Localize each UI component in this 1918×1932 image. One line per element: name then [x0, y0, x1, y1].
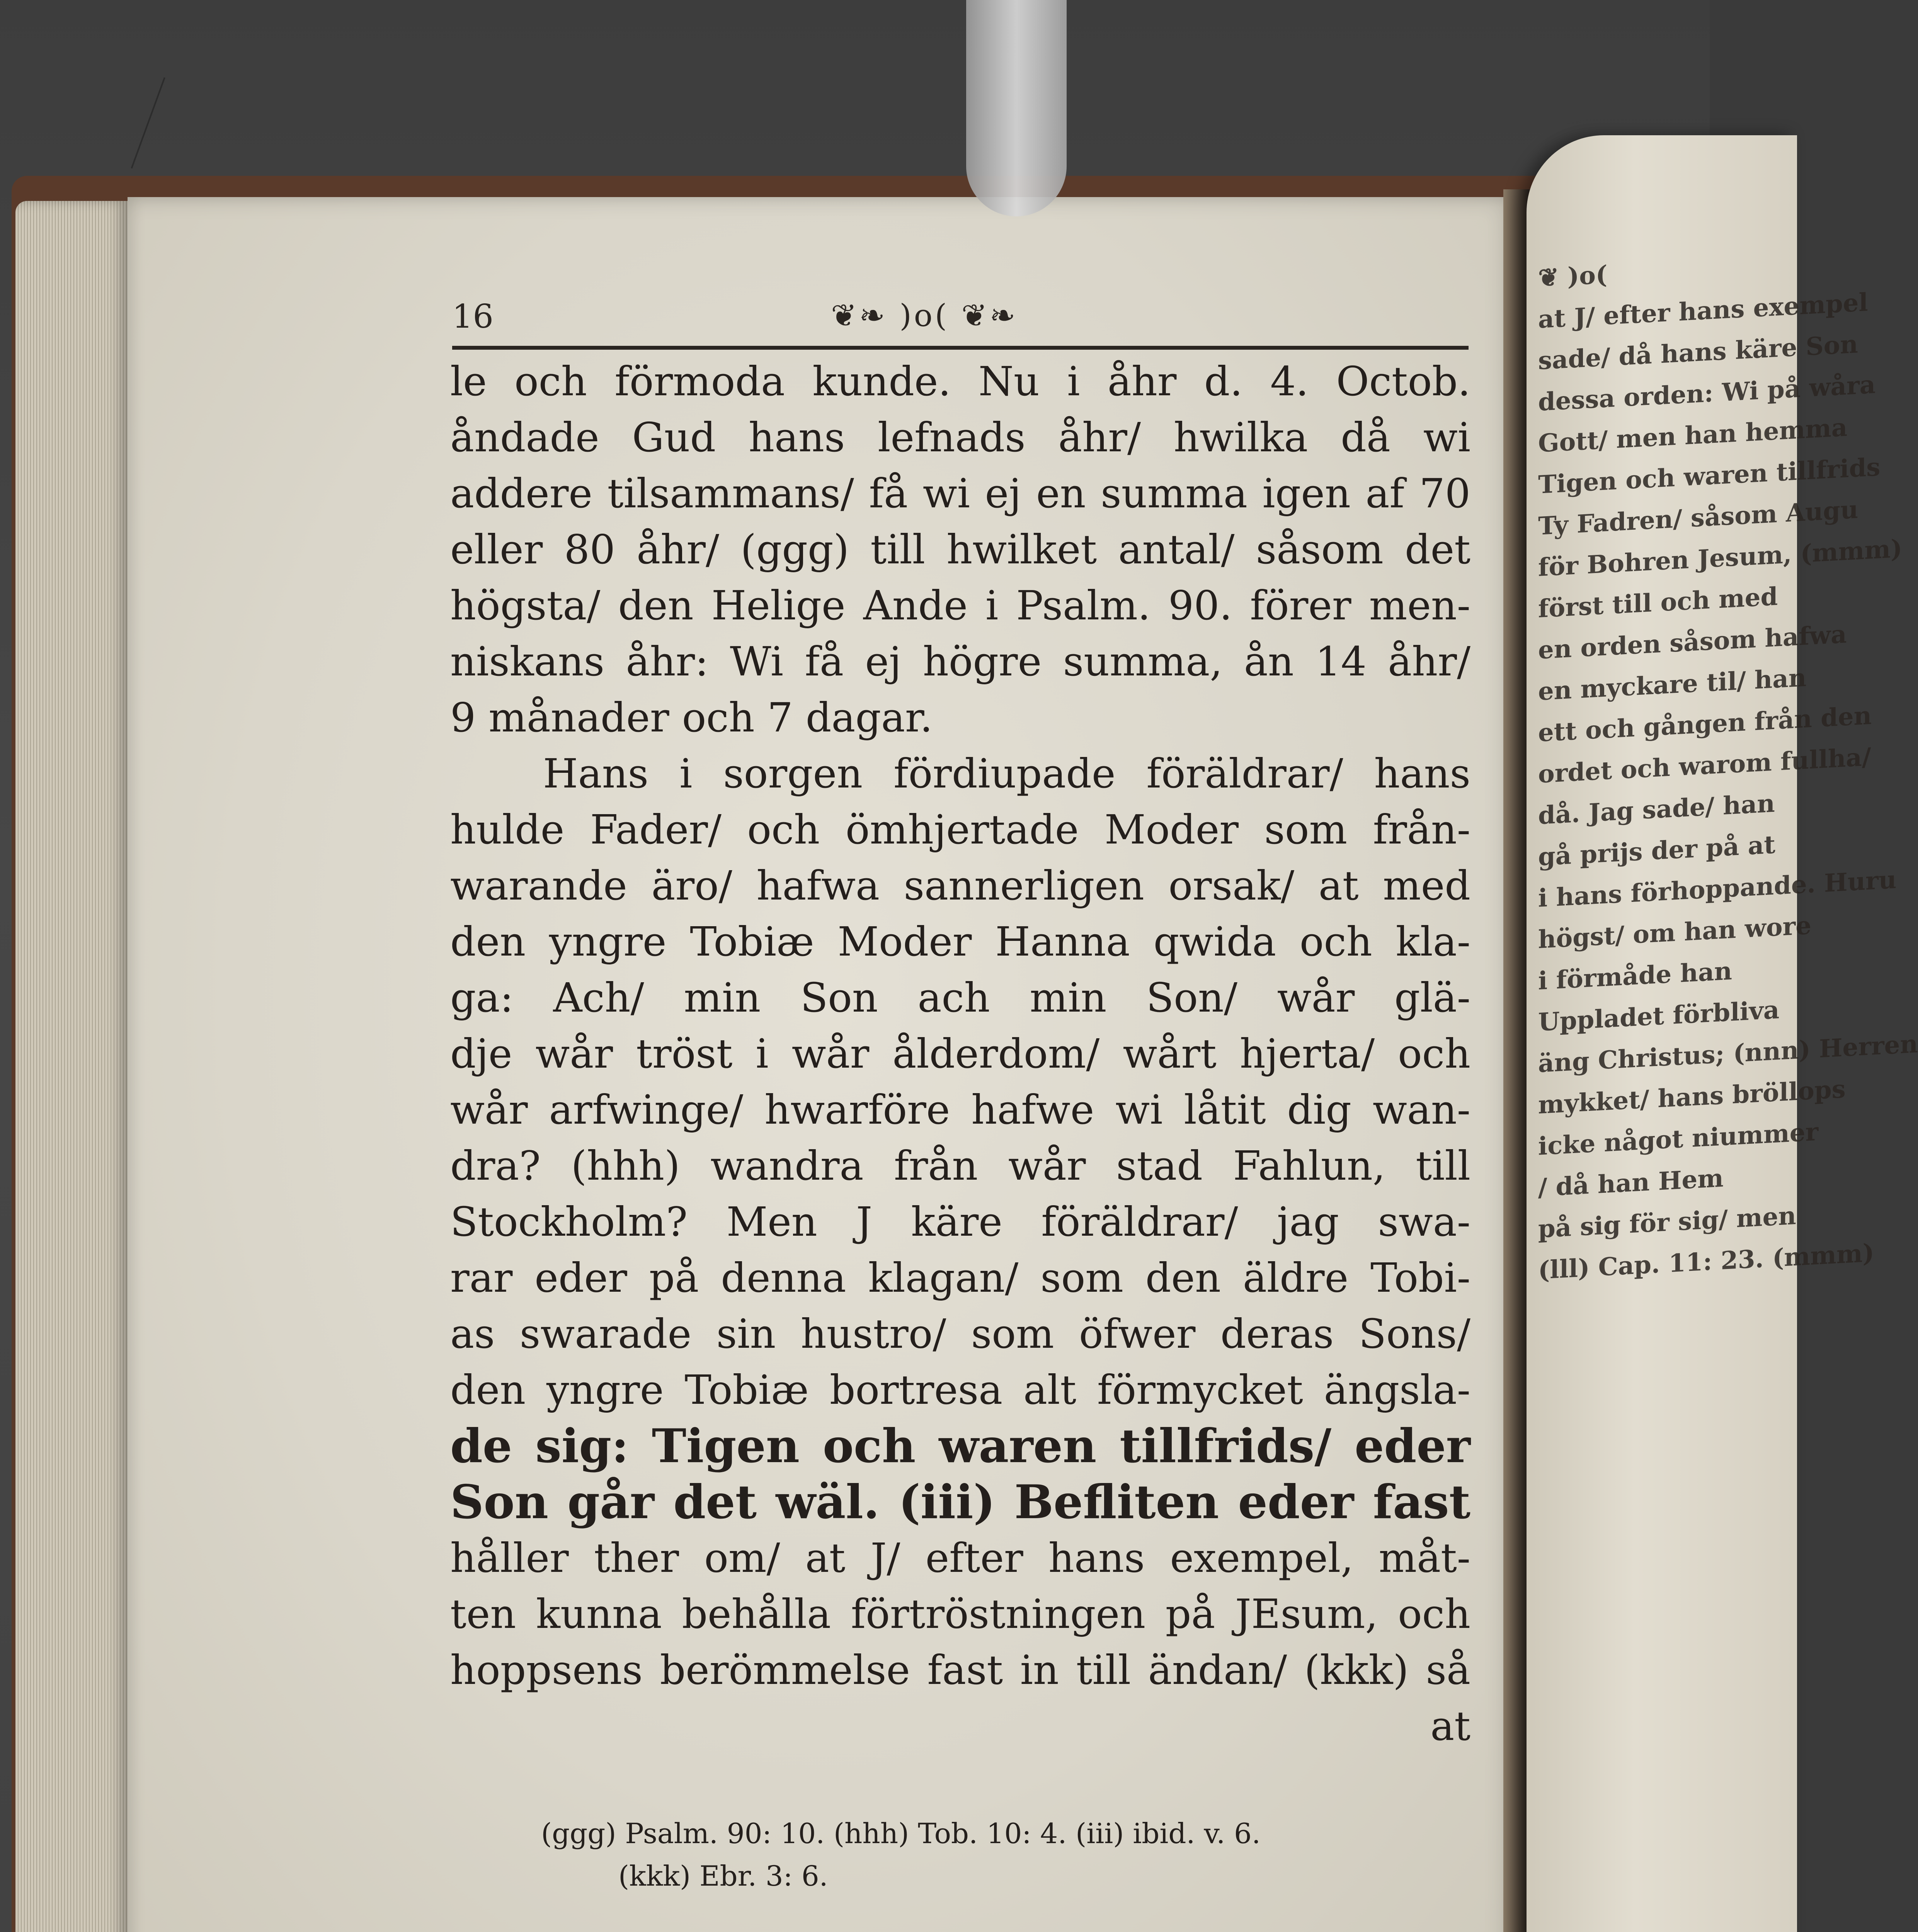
facing-page-line: Gott/ men han hemma	[1538, 413, 1848, 458]
body-line: de sig: Tigen och waren tillfrids/ eder	[450, 1419, 1470, 1473]
facing-page-line: sade/ då hans käre Son	[1538, 330, 1858, 376]
footnotes	[541, 1812, 1469, 1897]
facing-page-line: på sig för sig/ men	[1538, 1201, 1796, 1244]
body-line: Stockholm? Men J käre föräldrar/ jag swa-	[450, 1198, 1470, 1245]
body-line: niskans åhr: Wi få ej högre summa, ån 14 åhr/	[450, 638, 1470, 685]
facing-page-line: (lll) Cap. 11: 23. (mmm)	[1538, 1238, 1874, 1285]
facing-page-line: mykket/ hans bröllops	[1538, 1075, 1846, 1120]
body-line: den yngre Tobiæ bortresa alt förmycket ängsla-	[450, 1366, 1470, 1413]
page-body	[450, 354, 1470, 1754]
page-header	[452, 298, 1457, 340]
body-line: dje wår tröst i wår ålderdom/ wårt hjerta/ och	[450, 1030, 1470, 1077]
facing-page-line: icke något niummer	[1538, 1117, 1819, 1161]
body-line: Hans i sorgen fördiupade föräldrar/ hans	[543, 750, 1470, 797]
facing-page-line: då. Jag sade/ han	[1538, 789, 1775, 830]
body-line: 9 månader och 7 dagar.	[450, 694, 933, 741]
page-edges	[15, 201, 128, 1932]
facing-page-line: gå prijs der på at	[1538, 830, 1775, 872]
page-number: 16	[452, 298, 494, 335]
facing-page-line: Tigen och waren tillfrids	[1538, 452, 1881, 500]
facing-page-line: ett och gången från den	[1538, 701, 1872, 748]
body-line: Son går det wäl. (iii) Befliten eder fast	[450, 1475, 1470, 1529]
facing-page-line: Ty Fadren/ såsom Augu	[1538, 495, 1858, 541]
facing-page-line: ❦ )o(	[1538, 260, 1608, 293]
header-ornament: ❦❧ )o( ❦❧	[831, 298, 1018, 333]
body-line: ga: Ach/ min Son ach min Son/ wår glä-	[450, 974, 1470, 1021]
body-line: den yngre Tobiæ Moder Hanna qwida och kla-	[450, 918, 1470, 965]
facing-page-line: ordet och warom fullha/	[1538, 742, 1871, 789]
facing-page-text	[1538, 245, 1918, 1291]
facing-page-line: högst/ om han wore	[1538, 911, 1811, 954]
body-line: dra? (hhh) wandra från wår stad Fahlun, till	[450, 1142, 1470, 1189]
body-line: åndade Gud hans lefnads åhr/ hwilka då wi	[450, 414, 1470, 461]
facing-page-line: at J/ efter hans exempel	[1538, 288, 1868, 334]
facing-page-line: / då han Hem	[1538, 1163, 1724, 1202]
facing-page	[1527, 135, 1918, 1932]
body-line: håller ther om/ at J/ efter hans exempel, måt-	[450, 1534, 1470, 1582]
facing-page-line: en orden såsom hafwa	[1538, 619, 1847, 665]
body-line: addere tilsammans/ få wi ej en summa igen af 70	[450, 470, 1470, 517]
body-line: wår arfwinge/ hwarföre hafwe wi låtit dig wan-	[450, 1086, 1470, 1133]
body-line: högsta/ den Helige Ande i Psalm. 90. förer men-	[450, 582, 1470, 629]
body-line: le och förmoda kunde. Nu i åhr d. 4. Octob.	[450, 358, 1470, 405]
facing-page-line: en myckare til/ han	[1538, 663, 1807, 706]
body-line: warande äro/ hafwa sannerligen orsak/ at med	[450, 862, 1470, 909]
facing-page-line: Uppladet förbliva	[1538, 995, 1780, 1037]
pencil-mark	[131, 77, 180, 174]
body-line: hoppsens berömmelse fast in till ändan/ (kkk) så	[450, 1646, 1470, 1694]
facing-page-line: i hans förhoppande. Huru	[1538, 865, 1897, 913]
footnote-line: (ggg) Psalm. 90: 10. (hhh) Tob. 10: 4. (iii) ibid. v. 6.	[541, 1817, 1261, 1850]
footnote-line: (kkk) Ebr. 3: 6.	[618, 1860, 828, 1892]
facing-page-line: för Bohren Jesum, (mmm)	[1538, 534, 1903, 582]
body-line: as swarade sin hustro/ som öfwer deras Sons/	[450, 1310, 1470, 1357]
facing-page-line: i förmåde han	[1538, 956, 1732, 996]
body-line: rar eder på denna klagan/ som den äldre Tobi-	[450, 1254, 1470, 1301]
body-line: hulde Fader/ och ömhjertade Moder som från-	[450, 806, 1470, 853]
facing-page-line: äng Christus; (nnn) Herren	[1538, 1029, 1918, 1078]
header-rule	[452, 346, 1469, 350]
body-line: eller 80 åhr/ (ggg) till hwilket antal/ såsom det	[450, 526, 1470, 573]
facing-page-line: dessa orden: Wi på wåra	[1538, 370, 1876, 417]
page-clip-top	[966, 0, 1067, 216]
body-line: ten kunna behålla förtröstningen på JEsum, och	[450, 1590, 1470, 1638]
facing-page-line: först till och med	[1538, 582, 1778, 624]
catchword: at	[1430, 1702, 1470, 1750]
